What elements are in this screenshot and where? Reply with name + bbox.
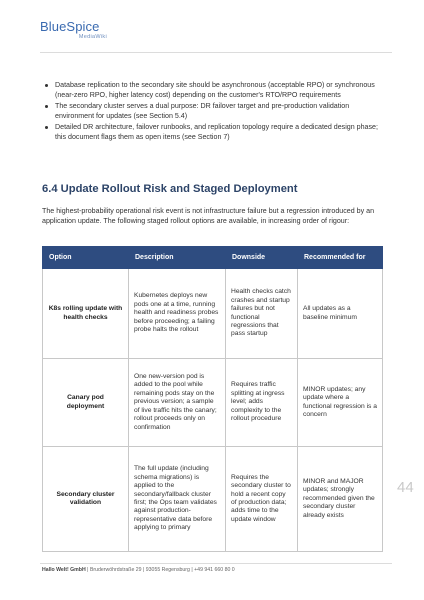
page-number: 44 xyxy=(397,479,414,496)
logo-main-text: BlueSpice xyxy=(40,19,100,34)
table-row xyxy=(43,447,383,552)
bullet-item: Database replication to the secondary site should be asynchronous (acceptable RPO) or synchronous (near-zero RPO, higher latency cost) depending on the customer's RTO/RPO requirements xyxy=(55,80,380,101)
column-header-recommended: Recommended for xyxy=(298,247,383,269)
table-row xyxy=(43,269,383,359)
header-divider xyxy=(40,52,392,53)
logo-sub-text: MediaWiki xyxy=(78,34,107,40)
column-header-description: Description xyxy=(129,247,226,269)
footer-address: | Bruderwöhrdstraße 29 | 93055 Regensburg | +49 941 660 80 0 xyxy=(85,567,235,573)
bullet-item: Detailed DR architecture, failover runbooks, and replication topology require a dedicated design phase; this document flags them as open items (see Section 7) xyxy=(55,122,380,143)
table-header-row xyxy=(43,247,383,269)
footer-divider xyxy=(40,563,392,564)
bullet-item: The secondary cluster serves a dual purpose: DR failover target and pre-production validation environment for updates (see Section 5.4) xyxy=(55,101,380,122)
column-header-option: Option xyxy=(43,247,129,269)
option-cell: Canary pod deployment xyxy=(43,359,129,447)
description-cell: The full update (including schema migrations) is applied to the secondary/fallback cluster first; the Ops team validates against production-representative data before applying to primary xyxy=(129,447,226,552)
recommended-cell: All updates as a baseline minimum xyxy=(298,269,383,359)
table-row xyxy=(43,359,383,447)
description-cell: One new-version pod is added to the pool while remaining pods stay on the previous version; a sample of live traffic hits the canary; rollout proceeds only on confirmation xyxy=(129,359,226,447)
section-intro: The highest-probability operational risk event is not infrastructure failure but a regression introduced by an application update. The following staged rollout options are available, in increasing order of rigour: xyxy=(42,207,375,226)
downside-cell: Requires the secondary cluster to hold a recent copy of production data; adds time to the update window xyxy=(226,447,298,552)
option-cell: K8s rolling update with health checks xyxy=(43,269,129,359)
downside-cell: Requires traffic splitting at ingress level; adds complexity to the rollout procedure xyxy=(226,359,298,447)
column-header-downside: Downside xyxy=(226,247,298,269)
footer-company: Hallo Welt! GmbH xyxy=(42,567,86,573)
recommended-cell: MINOR and MAJOR updates; strongly recommended given the secondary cluster already exists xyxy=(298,447,383,552)
company-logo xyxy=(40,20,110,40)
footer xyxy=(42,567,235,573)
rollout-options-table xyxy=(42,246,383,552)
description-cell: Kubernetes deploys new pods one at a time, running health and readiness probes before proceeding; a failing probe halts the rollout xyxy=(129,269,226,359)
bullet-list xyxy=(55,80,380,143)
option-cell: Secondary cluster validation xyxy=(43,447,129,552)
recommended-cell: MINOR updates; any update where a functional regression is a concern xyxy=(298,359,383,447)
downside-cell: Health checks catch crashes and startup failures but not functional regressions that pass startup xyxy=(226,269,298,359)
section-title: 6.4 Update Rollout Risk and Staged Deployment xyxy=(42,183,298,195)
